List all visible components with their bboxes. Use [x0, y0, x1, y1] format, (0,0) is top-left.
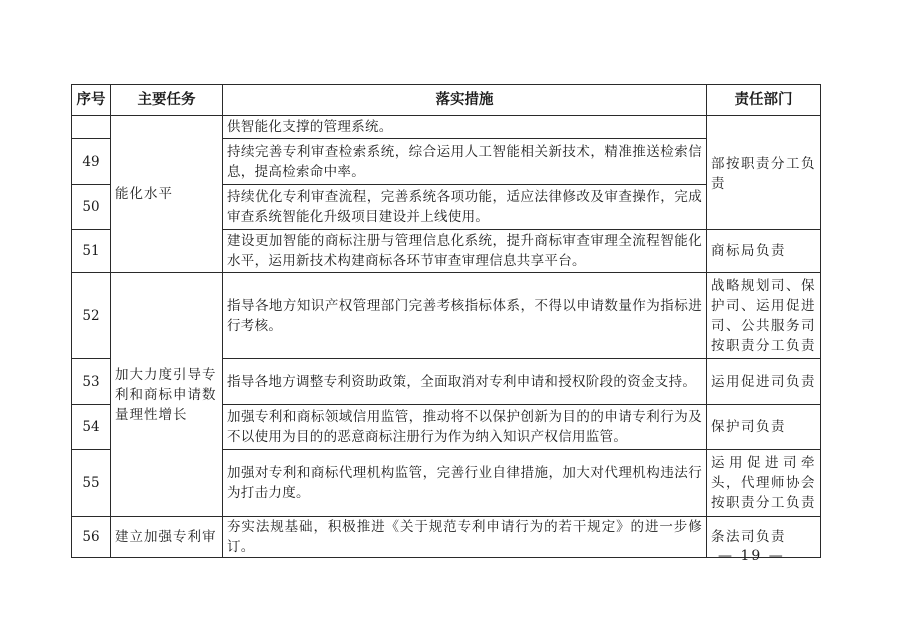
row-dept: 商标局负责	[707, 230, 821, 273]
row-num: 52	[72, 273, 111, 359]
row-task: 加大力度引导专利和商标申请数量理性增长	[111, 273, 223, 517]
row-dept: 保护司负责	[707, 405, 821, 450]
row-action: 加强对专利和商标代理机构监管，完善行业自律措施，加大对代理机构违法行为打击力度。	[223, 450, 707, 517]
row-dept: 运用促进司负责	[707, 359, 821, 405]
page-number: — 19 —	[718, 548, 785, 564]
row-num	[72, 116, 111, 139]
table-row	[72, 273, 821, 359]
row-num: 53	[72, 359, 111, 405]
row-num: 51	[72, 230, 111, 273]
header-task: 主要任务	[111, 85, 223, 116]
row-dept: 运用促进司牵头，代理师协会按职责分工负责	[707, 450, 821, 517]
row-action: 夯实法规基础，积极推进《关于规范专利申请行为的若干规定》的进一步修订。	[223, 517, 707, 558]
row-dept: 部按职责分工负责	[707, 116, 821, 230]
row-action: 建设更加智能的商标注册与管理信息化系统，提升商标审查审理全流程智能化水平，运用新技术构建商标各环节审查审理信息共享平台。	[223, 230, 707, 273]
table-row	[72, 116, 821, 139]
row-num: 55	[72, 450, 111, 517]
row-num: 56	[72, 517, 111, 558]
row-task: 能化水平	[111, 116, 223, 273]
row-dept: 条法司负责	[707, 517, 821, 558]
row-action: 加强专利和商标领域信用监管，推动将不以保护创新为目的的申请专利行为及不以使用为目的的恶意商标注册行为作为纳入知识产权信用监管。	[223, 405, 707, 450]
header-dept: 责任部门	[707, 85, 821, 116]
measures-table	[71, 84, 821, 558]
row-dept: 战略规划司、保护司、运用促进司、公共服务司按职责分工负责	[707, 273, 821, 359]
row-task: 建立加强专利审	[111, 517, 223, 558]
row-num: 50	[72, 185, 111, 230]
row-action: 供智能化支撑的管理系统。	[223, 116, 707, 139]
row-num: 54	[72, 405, 111, 450]
table-row	[72, 517, 821, 558]
table-header-row	[72, 85, 821, 116]
header-num: 序号	[72, 85, 111, 116]
row-num: 49	[72, 139, 111, 185]
row-action: 持续优化专利审查流程，完善系统各项功能，适应法律修改及审查操作，完成审查系统智能化升级项目建设并上线使用。	[223, 185, 707, 230]
row-action: 持续完善专利审查检索系统，综合运用人工智能相关新技术，精准推送检索信息，提高检索命中率。	[223, 139, 707, 185]
header-action: 落实措施	[223, 85, 707, 116]
row-action: 指导各地方调整专利资助政策，全面取消对专利申请和授权阶段的资金支持。	[223, 359, 707, 405]
row-action: 指导各地方知识产权管理部门完善考核指标体系，不得以申请数量作为指标进行考核。	[223, 273, 707, 359]
